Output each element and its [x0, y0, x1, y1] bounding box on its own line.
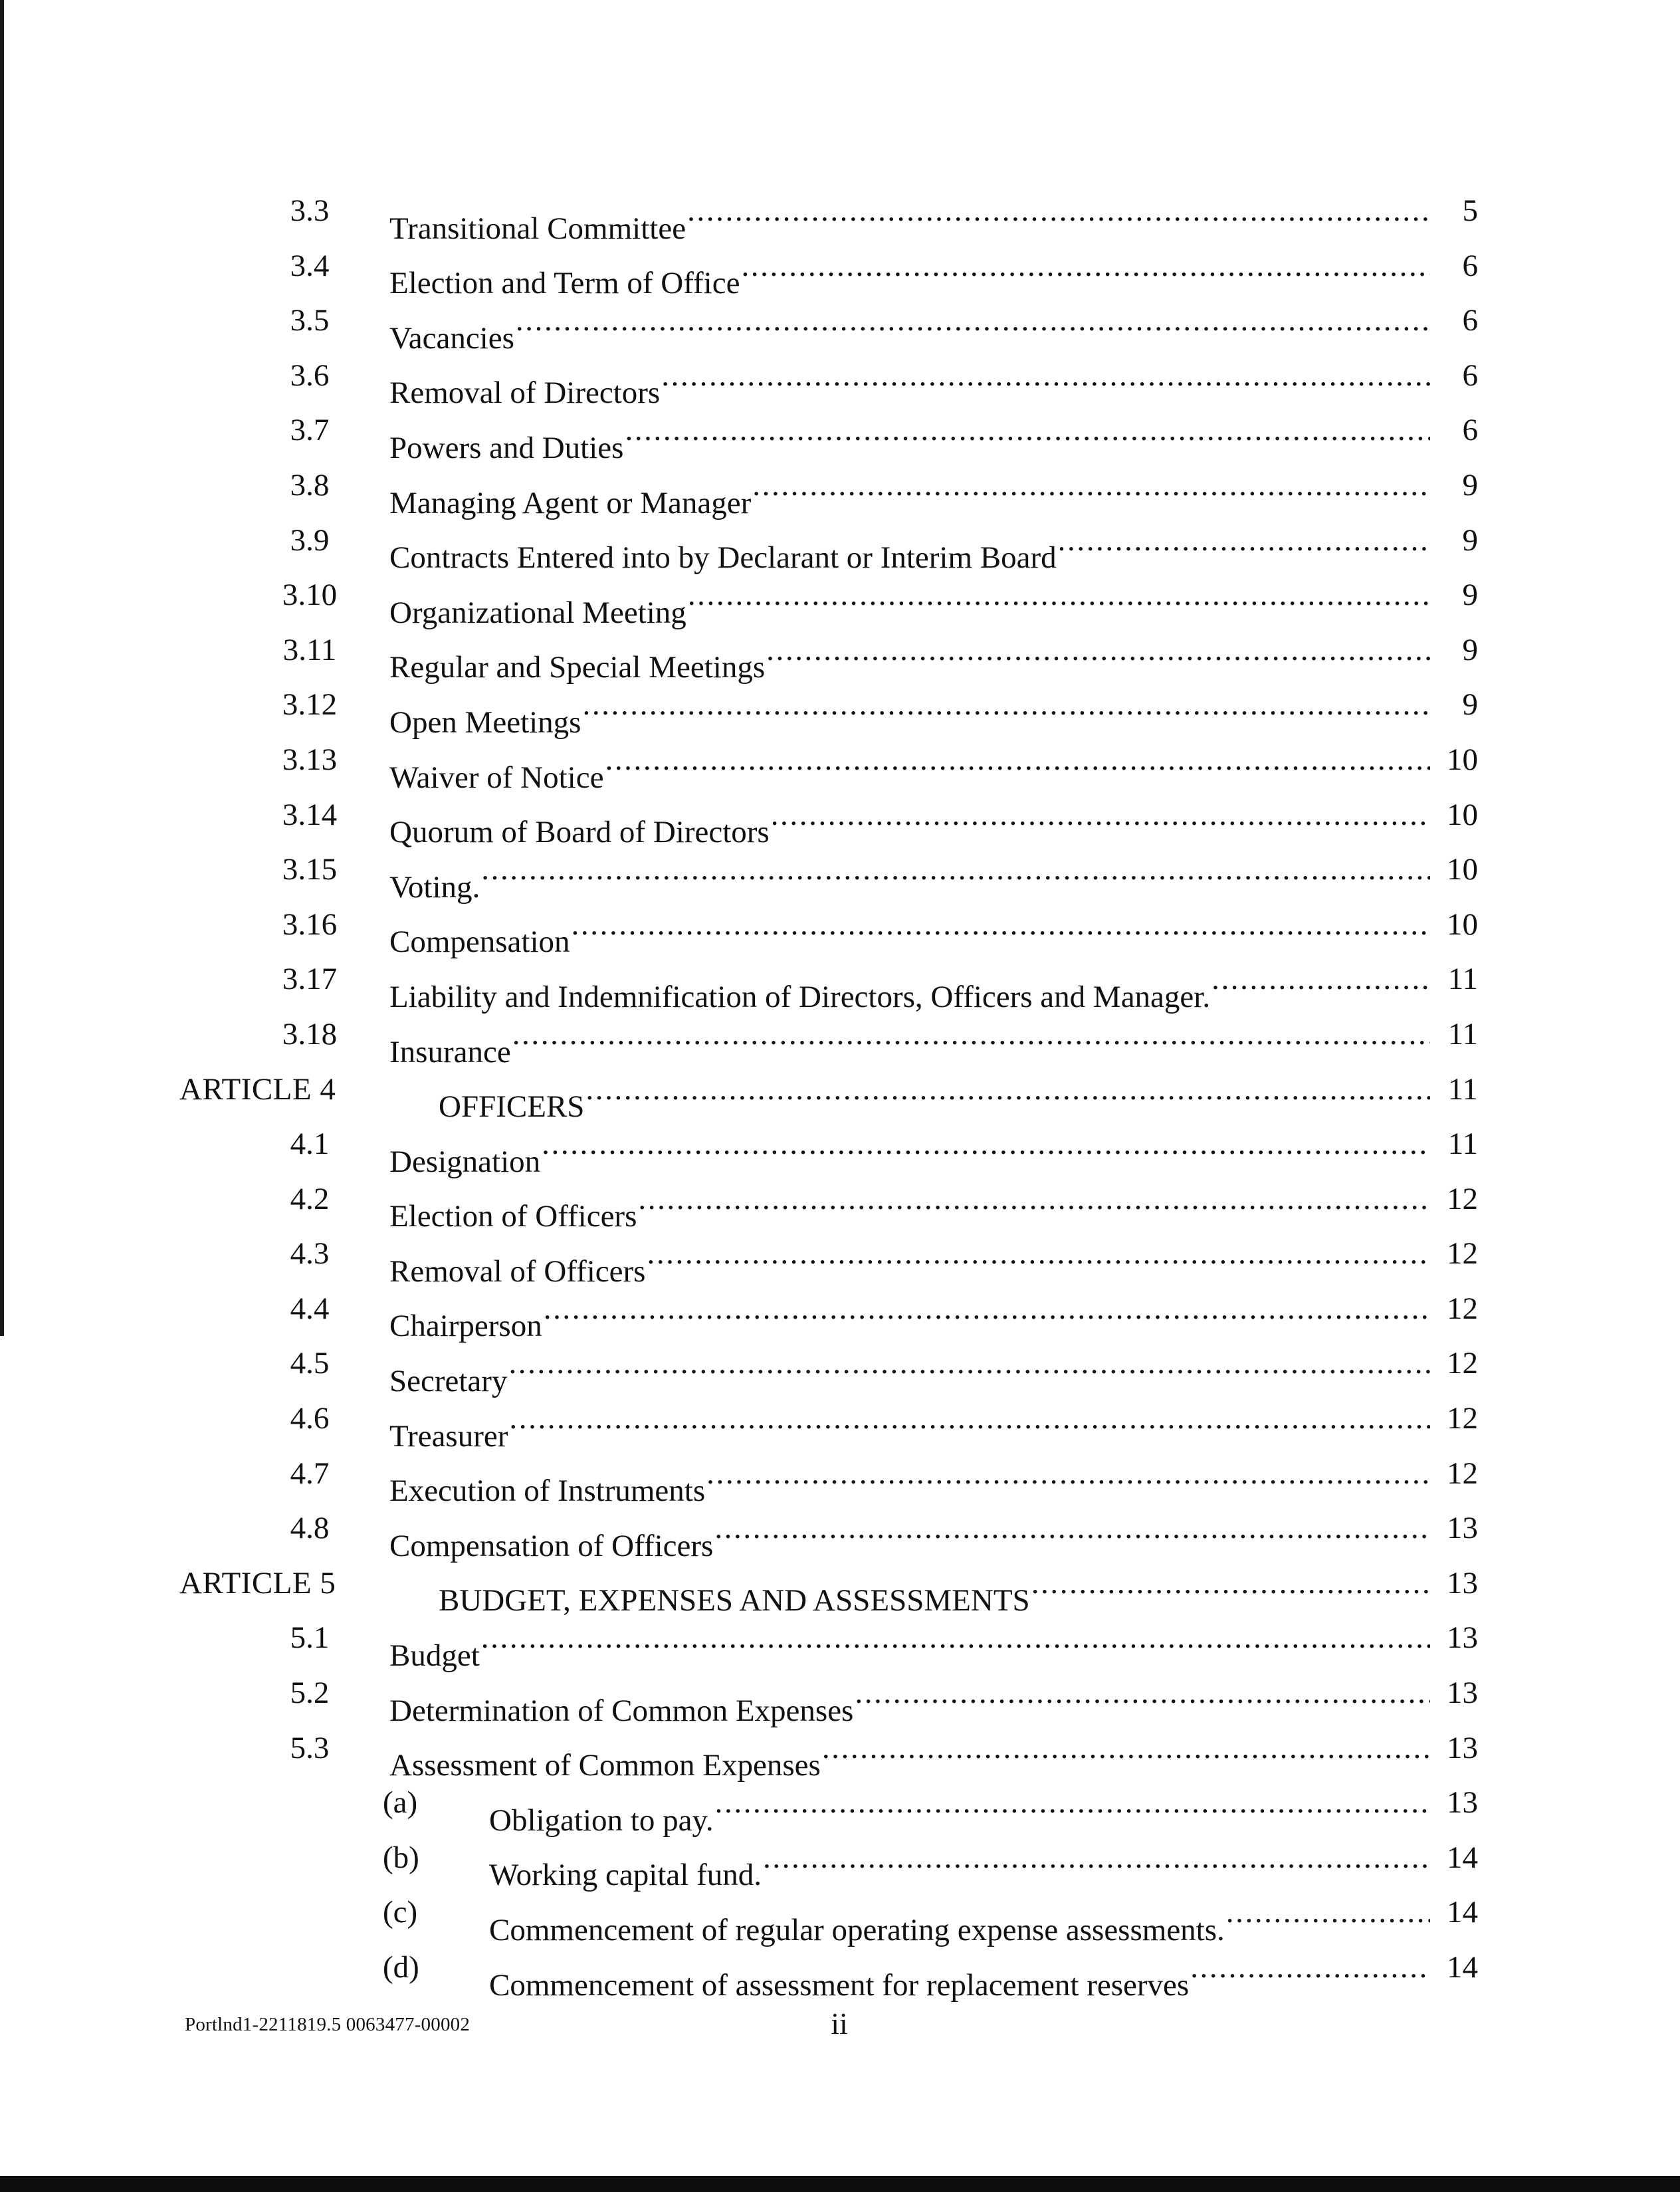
toc-section-row — [0, 1721, 1680, 1783]
dot-leader — [509, 1391, 1478, 1446]
toc-section-row — [0, 568, 1680, 630]
dot-leader — [516, 293, 1478, 348]
toc-entry-number: 3.4 — [290, 248, 330, 283]
toc-entry-page: 9 — [1430, 677, 1478, 732]
toc-section-row — [0, 1117, 1680, 1179]
toc-entry-number: 5.3 — [290, 1730, 330, 1765]
toc-entry-page: 11 — [1430, 1117, 1478, 1172]
toc-entry-number: (d) — [383, 1950, 419, 1985]
toc-entry-number: 3.14 — [282, 797, 338, 832]
toc-entry-number: 3.9 — [290, 522, 330, 558]
toc-entry-number: 5.2 — [290, 1676, 330, 1711]
dot-leader — [481, 842, 1478, 897]
toc-entry-number: ARTICLE 4 — [179, 1071, 336, 1107]
toc-entry-page: 11 — [1430, 952, 1478, 1007]
dot-leader — [661, 348, 1478, 403]
toc-entry-page: 9 — [1430, 568, 1478, 623]
dot-leader — [715, 1775, 1478, 1830]
dot-leader — [585, 1062, 1478, 1117]
toc-section-row — [0, 1172, 1680, 1234]
dot-leader — [512, 1007, 1478, 1062]
toc-entry-number: 5.1 — [290, 1620, 330, 1656]
toc-entry-page: 9 — [1430, 458, 1478, 513]
dot-leader — [688, 568, 1478, 623]
toc-entry-page: 13 — [1430, 1666, 1478, 1721]
dot-leader — [481, 1610, 1478, 1666]
toc-section-row — [0, 1226, 1680, 1289]
toc-section-row — [0, 348, 1680, 411]
dot-leader — [625, 403, 1478, 458]
dot-leader — [582, 677, 1478, 732]
toc-entry-title: Voting. — [389, 860, 481, 915]
toc-entry-title: Secretary — [389, 1354, 508, 1409]
toc-entry-page: 9 — [1430, 623, 1478, 678]
toc-section-row — [0, 1007, 1680, 1069]
toc-entry-number: 4.3 — [290, 1236, 330, 1271]
toc-entry-title: Vacancies — [389, 311, 516, 366]
toc-subsection-row — [0, 1830, 1680, 1893]
toc-entry-number: 3.11 — [282, 632, 337, 667]
dot-leader — [855, 1666, 1478, 1721]
toc-entry-page: 12 — [1430, 1446, 1478, 1501]
toc-entry-title: Insurance — [389, 1025, 512, 1080]
toc-subsection-row — [0, 1775, 1680, 1838]
toc-entry-number: 4.7 — [290, 1456, 330, 1491]
toc-entry-number: 3.17 — [282, 962, 338, 997]
toc-entry-title: Removal of Officers — [389, 1244, 647, 1299]
toc-entry-title: Execution of Instruments — [389, 1464, 706, 1519]
toc-entry-page: 5 — [1430, 183, 1478, 239]
toc-entry-page: 13 — [1430, 1501, 1478, 1556]
dot-leader — [1031, 1556, 1478, 1611]
toc-section-row — [0, 183, 1680, 246]
toc-entry-page: 10 — [1430, 897, 1478, 952]
toc-article-row — [0, 1062, 1680, 1125]
toc-entry-title: Commencement of regular operating expense assessments. — [489, 1903, 1226, 1958]
toc-entry-page: 12 — [1430, 1391, 1478, 1446]
toc-section-row — [0, 239, 1680, 301]
toc-entry-number: 4.8 — [290, 1511, 330, 1546]
toc-entry-title: Designation — [389, 1135, 542, 1190]
toc-entry-title: Waiver of Notice — [389, 750, 605, 806]
toc-entry-title: Determination of Common Expenses — [389, 1684, 855, 1739]
toc-entry-number: 3.3 — [290, 193, 330, 228]
toc-entry-number: (b) — [383, 1840, 419, 1875]
toc-section-row — [0, 732, 1680, 795]
toc-entry-number: 3.5 — [290, 303, 330, 338]
dot-leader — [822, 1721, 1478, 1776]
toc-section-row — [0, 788, 1680, 850]
dot-leader — [1058, 513, 1478, 568]
toc-entry-number: 3.7 — [290, 413, 330, 448]
toc-entry-title: Obligation to pay. — [489, 1793, 715, 1848]
toc-entry-page: 6 — [1430, 239, 1478, 294]
toc-entry-page: 13 — [1430, 1775, 1478, 1830]
toc-entry-page: 13 — [1430, 1610, 1478, 1666]
toc-entry-page: 13 — [1430, 1556, 1478, 1611]
toc-entry-page: 10 — [1430, 842, 1478, 897]
toc-entry-page: 12 — [1430, 1336, 1478, 1391]
toc-section-row — [0, 513, 1680, 576]
toc-entry-number: 3.12 — [282, 687, 338, 722]
toc-entry-number: 4.6 — [290, 1401, 330, 1436]
toc-entry-title-line — [489, 1940, 1478, 2013]
toc-entry-page: 10 — [1430, 732, 1478, 788]
dot-leader — [687, 183, 1478, 239]
toc-entry-title: Budget — [389, 1628, 481, 1684]
toc-entry-title: Transitional Committee — [389, 201, 687, 257]
dot-leader — [706, 1446, 1478, 1501]
dot-leader — [763, 1830, 1478, 1886]
toc-entry-title: Treasurer — [389, 1409, 509, 1464]
dot-leader — [741, 239, 1478, 294]
toc-entry-number: 3.8 — [290, 467, 330, 502]
toc-entry-title: Regular and Special Meetings — [389, 640, 766, 695]
dot-leader — [766, 623, 1478, 678]
toc-section-row — [0, 1336, 1680, 1399]
toc-entry-title: Compensation of Officers — [389, 1519, 714, 1574]
toc-entry-title: Organizational Meeting — [389, 586, 688, 641]
toc-entry-number: 3.16 — [282, 907, 338, 942]
toc-entry-number: 4.2 — [290, 1181, 330, 1216]
toc-entry-number: 3.15 — [282, 852, 338, 887]
toc-section-row — [0, 293, 1680, 356]
toc-entry-title: Quorum of Board of Directors — [389, 805, 771, 860]
toc-entry-number: ARTICLE 5 — [179, 1565, 336, 1600]
toc-section-row — [0, 1446, 1680, 1509]
toc-subsection-row — [0, 1885, 1680, 1947]
toc-section-row — [0, 952, 1680, 1014]
toc-entry-number: 4.1 — [290, 1127, 330, 1162]
toc-section-row — [0, 1610, 1680, 1674]
toc-entry-number: 4.4 — [290, 1291, 330, 1326]
dot-leader — [544, 1281, 1478, 1337]
footer-page-number: ii — [831, 2007, 848, 2040]
toc-entry-page: 12 — [1430, 1172, 1478, 1227]
toc-entry-number: (c) — [383, 1895, 418, 1930]
toc-entry-number: 3.18 — [282, 1016, 338, 1051]
toc-entry-number: 4.5 — [290, 1346, 330, 1381]
table-of-contents — [0, 183, 1680, 2003]
dot-leader — [605, 732, 1478, 788]
dot-leader — [647, 1226, 1478, 1281]
toc-entry-title: Open Meetings — [389, 695, 582, 750]
toc-entry-title: Assessment of Common Expenses — [389, 1738, 822, 1793]
toc-entry-page: 9 — [1430, 513, 1478, 568]
toc-entry-page: 14 — [1430, 1830, 1478, 1886]
toc-entry-page: 12 — [1430, 1226, 1478, 1281]
toc-entry-page: 11 — [1430, 1007, 1478, 1062]
toc-entry-title: Chairperson — [389, 1299, 544, 1354]
dot-leader — [714, 1501, 1478, 1556]
dot-leader — [752, 458, 1478, 513]
toc-entry-number: 3.6 — [290, 358, 330, 393]
toc-entry-page: 6 — [1430, 348, 1478, 403]
dot-leader — [638, 1172, 1478, 1227]
toc-section-row — [0, 458, 1680, 520]
footer-document-id: Portlnd1-2211819.5 0063477-00002 — [185, 2014, 471, 2035]
toc-entry-page: 13 — [1430, 1721, 1478, 1776]
toc-entry-page: 10 — [1430, 788, 1478, 843]
toc-section-row — [0, 1391, 1680, 1454]
toc-entry-number: (a) — [383, 1785, 418, 1820]
toc-section-row — [0, 623, 1680, 685]
scan-border-bottom — [0, 2176, 1680, 2192]
toc-entry-title: Powers and Duties — [389, 421, 625, 476]
dot-leader — [771, 788, 1478, 843]
toc-section-row — [0, 403, 1680, 465]
toc-section-row — [0, 1281, 1680, 1344]
toc-entry-title: Working capital fund. — [489, 1848, 763, 1903]
toc-entry-title: BUDGET, EXPENSES AND ASSESSMENTS — [439, 1573, 1031, 1628]
dot-leader — [572, 897, 1478, 952]
toc-entry-title: Contracts Entered into by Declarant or Interim Board — [389, 530, 1058, 586]
toc-entry-page: 6 — [1430, 293, 1478, 348]
toc-entry-page: 6 — [1430, 403, 1478, 458]
toc-section-row — [0, 897, 1680, 960]
toc-entry-title: Removal of Directors — [389, 366, 661, 421]
toc-entry-title: Commencement of assessment for replacement reserves — [489, 1958, 1190, 2013]
toc-entry-title: OFFICERS — [439, 1079, 585, 1135]
dot-leader — [542, 1117, 1478, 1172]
dot-leader — [508, 1336, 1478, 1391]
toc-entry-page: 14 — [1430, 1885, 1478, 1940]
toc-entry-title: Election of Officers — [389, 1189, 638, 1244]
toc-entry-number: 3.13 — [282, 742, 338, 777]
toc-entry-title: Compensation — [389, 915, 572, 970]
toc-entry-number: 3.10 — [282, 578, 338, 613]
toc-entry-title: Election and Term of Office — [389, 256, 741, 311]
toc-section-row — [0, 842, 1680, 905]
toc-entry-page: 11 — [1430, 1062, 1478, 1117]
toc-section-row — [0, 1501, 1680, 1563]
toc-section-row — [0, 677, 1680, 740]
toc-article-row — [0, 1556, 1680, 1618]
toc-section-row — [0, 1666, 1680, 1728]
toc-entry-title: Managing Agent or Manager — [389, 476, 752, 531]
toc-entry-title: Liability and Indemnification of Directors, Officers and Manager. — [389, 970, 1211, 1025]
toc-subsection-row — [0, 1940, 1680, 2003]
toc-entry-page: 12 — [1430, 1281, 1478, 1337]
toc-entry-page: 14 — [1430, 1940, 1478, 1995]
